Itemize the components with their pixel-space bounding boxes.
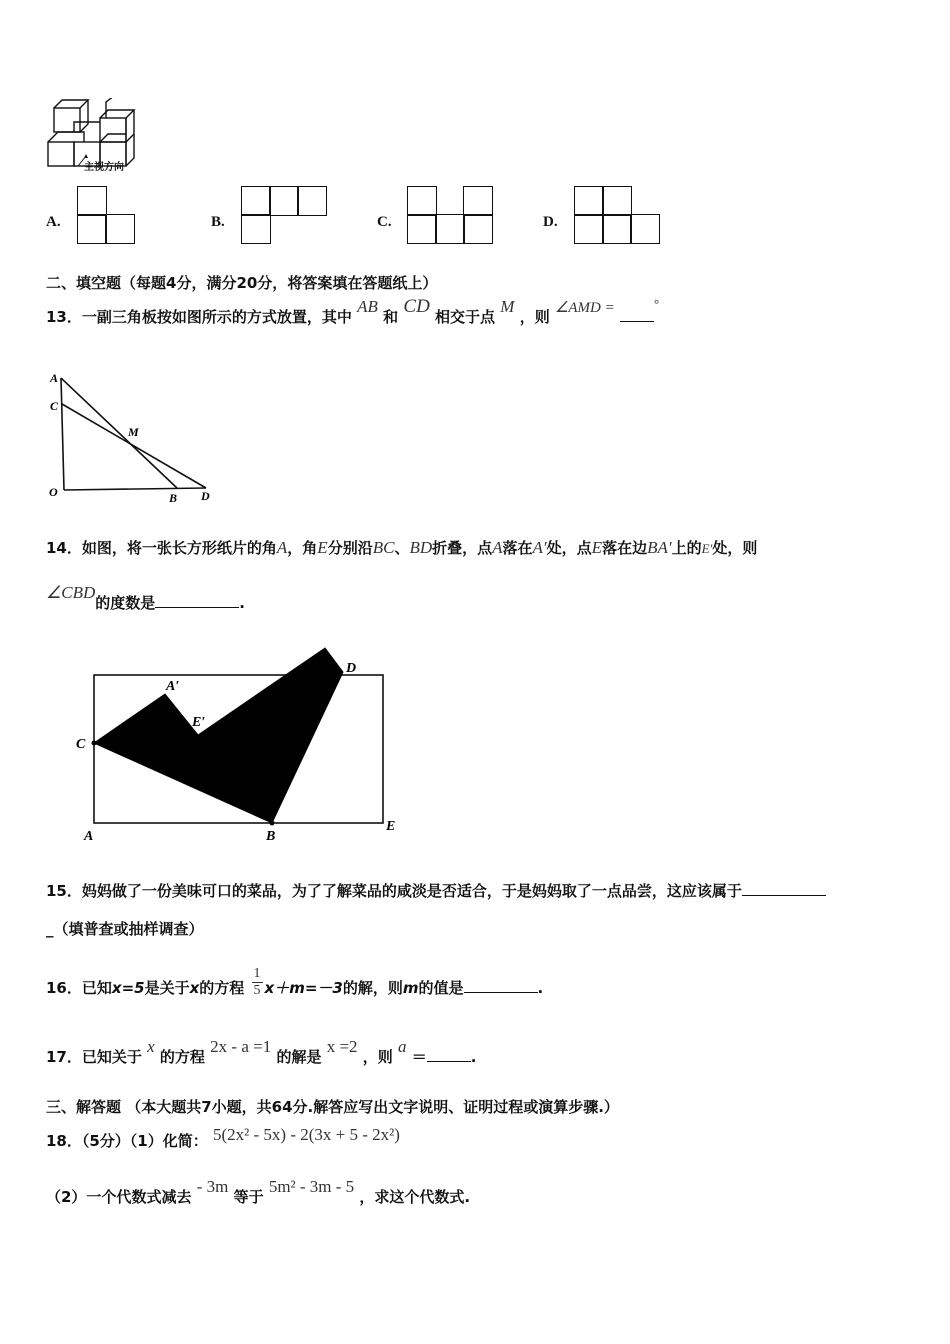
q18-text-1: （5分）（1）化简： <box>81 1132 208 1150</box>
option-c-view <box>407 186 497 246</box>
q14-e-prime: E′ <box>701 541 713 556</box>
q16-frac-den: 5 <box>253 983 261 998</box>
q13-ab: AB <box>357 297 378 316</box>
q16-text-2: 是关于 <box>144 979 190 997</box>
q13-text-1: 一副三角板按如图所示的方式放置，其中 <box>81 308 352 326</box>
q14-end: . <box>239 594 245 612</box>
option-b-label: B. <box>211 214 225 230</box>
q16-x: x <box>189 979 200 997</box>
q14-label-a: A <box>84 829 94 844</box>
q13-label-o: O <box>49 485 58 499</box>
q18-part2-text-2: 等于 <box>233 1188 264 1206</box>
option-d-view <box>574 186 664 246</box>
question-13 <box>46 296 660 334</box>
option-a-label: A. <box>46 214 61 230</box>
q16-text-1: 已知 <box>81 979 112 997</box>
q13-label-m: M <box>128 425 139 439</box>
q14-text-9: 上的 <box>671 539 702 557</box>
q14-text-5: 折叠，点 <box>432 539 493 557</box>
view-direction-label: 主视方向 <box>84 162 124 173</box>
q14-label-e: E <box>386 819 396 834</box>
q14-e: E <box>317 538 328 557</box>
q13-label-b: B <box>169 491 178 505</box>
q18-part2-term-a: - 3m <box>196 1177 229 1196</box>
q17-equation: 2x - a =1 <box>210 1037 272 1056</box>
q13-cd: CD <box>403 296 430 317</box>
q14-a-prime: A′ <box>532 538 547 557</box>
q13-text-3: 相交于点 <box>435 308 496 326</box>
q13-number: 13． <box>46 308 82 326</box>
q14-bc: BC <box>372 538 395 557</box>
q16-answer-blank[interactable] <box>464 978 538 993</box>
q17-text-4: ，则 <box>362 1048 393 1066</box>
q15-text-1: 妈妈做了一份美味可口的菜品，为了了解菜品的咸淡是否适合，于是妈妈取了一点品尝，这应该属于 <box>81 882 742 900</box>
q14-label-c: C <box>76 737 86 752</box>
q15-number: 15． <box>46 882 82 900</box>
question-18-part-2 <box>46 1177 471 1214</box>
q17-answer-blank[interactable] <box>427 1047 471 1062</box>
q14-text-7: 处，点 <box>546 539 592 557</box>
q14-answer-blank[interactable] <box>155 593 239 608</box>
q14-label-a-prime: A′ <box>166 679 180 694</box>
q16-text-3: 的方程 <box>199 979 245 997</box>
q17-text-3: 的解是 <box>276 1048 322 1066</box>
q14-a: A <box>276 538 288 557</box>
q14-folded-rectangle-figure <box>60 640 420 850</box>
q17-x: x <box>147 1037 155 1056</box>
question-14-line-2 <box>46 583 245 620</box>
section-3-heading: 三、解答题 （本大题共7小题，共64分.解答应写出文字说明、证明过程或演算步骤.） <box>46 1098 619 1116</box>
q14-a2: A <box>492 538 503 557</box>
question-17 <box>46 1037 477 1074</box>
option-c-label: C. <box>377 214 392 230</box>
q13-text-2: 和 <box>383 308 399 326</box>
q14-bd: BD <box>409 538 433 557</box>
q16-text-5: 的值是 <box>418 979 464 997</box>
q14-text-10: 处，则 <box>712 539 758 557</box>
q14-text-8: 落在边 <box>602 539 648 557</box>
q13-label-a: A <box>50 371 59 385</box>
q14-ba-prime: BA′ <box>647 538 672 557</box>
q17-text-2: 的方程 <box>159 1048 205 1066</box>
q17-end: . <box>470 1048 477 1066</box>
q13-label-c: C <box>50 399 59 413</box>
q13-triangle-figure <box>44 368 224 508</box>
q16-frac-num: 1 <box>253 966 261 981</box>
q14-angle: ∠CBD <box>46 583 96 602</box>
question-15-line-2: _（填普查或抽样调查） <box>46 920 204 938</box>
q14-label-e-prime: E′ <box>192 715 206 730</box>
q13-degree: ° <box>653 296 660 311</box>
q17-text-5: ＝ <box>411 1048 427 1066</box>
option-a-view <box>77 186 137 246</box>
q14-text-4: 、 <box>394 539 410 557</box>
q14-text-11: 的度数是 <box>95 594 156 612</box>
q14-label-b: B <box>266 829 276 844</box>
q18-part2-text-3: ，求这个代数式. <box>359 1188 471 1206</box>
question-14 <box>46 537 757 559</box>
q14-text-3: 分别沿 <box>327 539 373 557</box>
q13-text-4: ，则 <box>519 308 550 326</box>
q14-text-6: 落在 <box>502 539 533 557</box>
question-15 <box>46 880 826 902</box>
option-b-view <box>241 186 331 246</box>
q16-text-4: 的解，则 <box>342 979 403 997</box>
q14-label-d: D <box>346 661 357 676</box>
q16-equation: x＋m=－3 <box>264 979 343 997</box>
q16-m: m <box>402 979 419 997</box>
q14-number: 14． <box>46 539 82 557</box>
q17-number: 17． <box>46 1048 82 1066</box>
q14-text-1: 如图，将一张长方形纸片的角 <box>81 539 277 557</box>
q14-e2: E <box>591 538 603 557</box>
q17-a: a <box>398 1037 407 1056</box>
q15-answer-blank[interactable] <box>742 881 826 896</box>
q17-solution: x =2 <box>326 1037 358 1056</box>
q18-part2-term-b: 5m² - 3m - 5 <box>268 1177 355 1196</box>
q18-part2-text-1: （2）一个代数式减去 <box>46 1188 192 1206</box>
q13-answer-blank[interactable] <box>620 307 654 322</box>
q16-number: 16． <box>46 979 82 997</box>
option-d-label: D. <box>543 214 558 230</box>
q18-number: 18． <box>46 1132 82 1150</box>
q16-end: . <box>537 979 544 997</box>
section-2-heading: 二、填空题（每题4分，满分20分，将答案填在答题纸上） <box>46 274 438 292</box>
q16-x5: x=5 <box>111 979 145 997</box>
q13-angle: ∠AMD = <box>554 300 615 316</box>
q18-expression: 5(2x² - 5x) - 2(3x + 5 - 2x²) <box>212 1125 400 1144</box>
q17-text-1: 已知关于 <box>81 1048 142 1066</box>
question-16 <box>46 966 544 1002</box>
q13-m: M <box>500 297 515 316</box>
question-18 <box>46 1124 400 1158</box>
q14-text-2: ，角 <box>287 539 318 557</box>
q13-label-d: D <box>201 489 210 503</box>
q16-fraction <box>252 966 263 999</box>
